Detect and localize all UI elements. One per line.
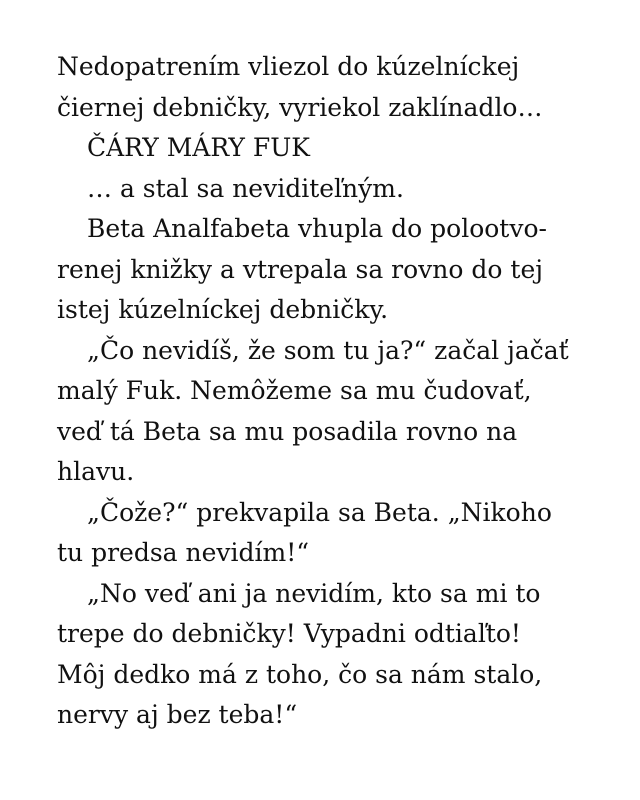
text-line: čiernej debničky, vyriekol zaklínadlo… [57,92,543,122]
text-line: Nedopatrením vliezol do kúzelníckej [57,52,520,81]
text-line: tu predsa nevidím!“ [57,538,310,567]
text-line: nervy aj bez teba!“ [57,700,298,729]
text-line: malý Fuk. Nemôžeme sa mu čudovať, [57,376,532,405]
text-line: trepe do debničky! Vypadni odtiaľto! [57,619,521,648]
text-line: „No veď ani ja nevidím, kto sa mi to [87,578,541,608]
text-line: ČÁRY MÁRY FUK [87,133,310,162]
text-line: „Čo nevidíš, že som tu ja?“ začal jačať [87,335,569,365]
text-line: istej kúzelníckej debničky. [57,295,389,324]
text-line: renej knižky a vtrepala sa rovno do tej [57,254,543,284]
text-line: Môj dedko má z toho, čo sa nám stalo, [57,659,543,689]
text-line: veď tá Beta sa mu posadila rovno na [57,416,518,446]
text-page [57,47,617,736]
text-line: Beta Analfabeta vhupla do polootvo- [87,214,547,243]
text-line: … a stal sa neviditeľným. [87,173,404,203]
text-line: „Čože?“ prekvapila sa Beta. „Nikoho [87,497,552,527]
text-line: hlavu. [57,457,135,486]
